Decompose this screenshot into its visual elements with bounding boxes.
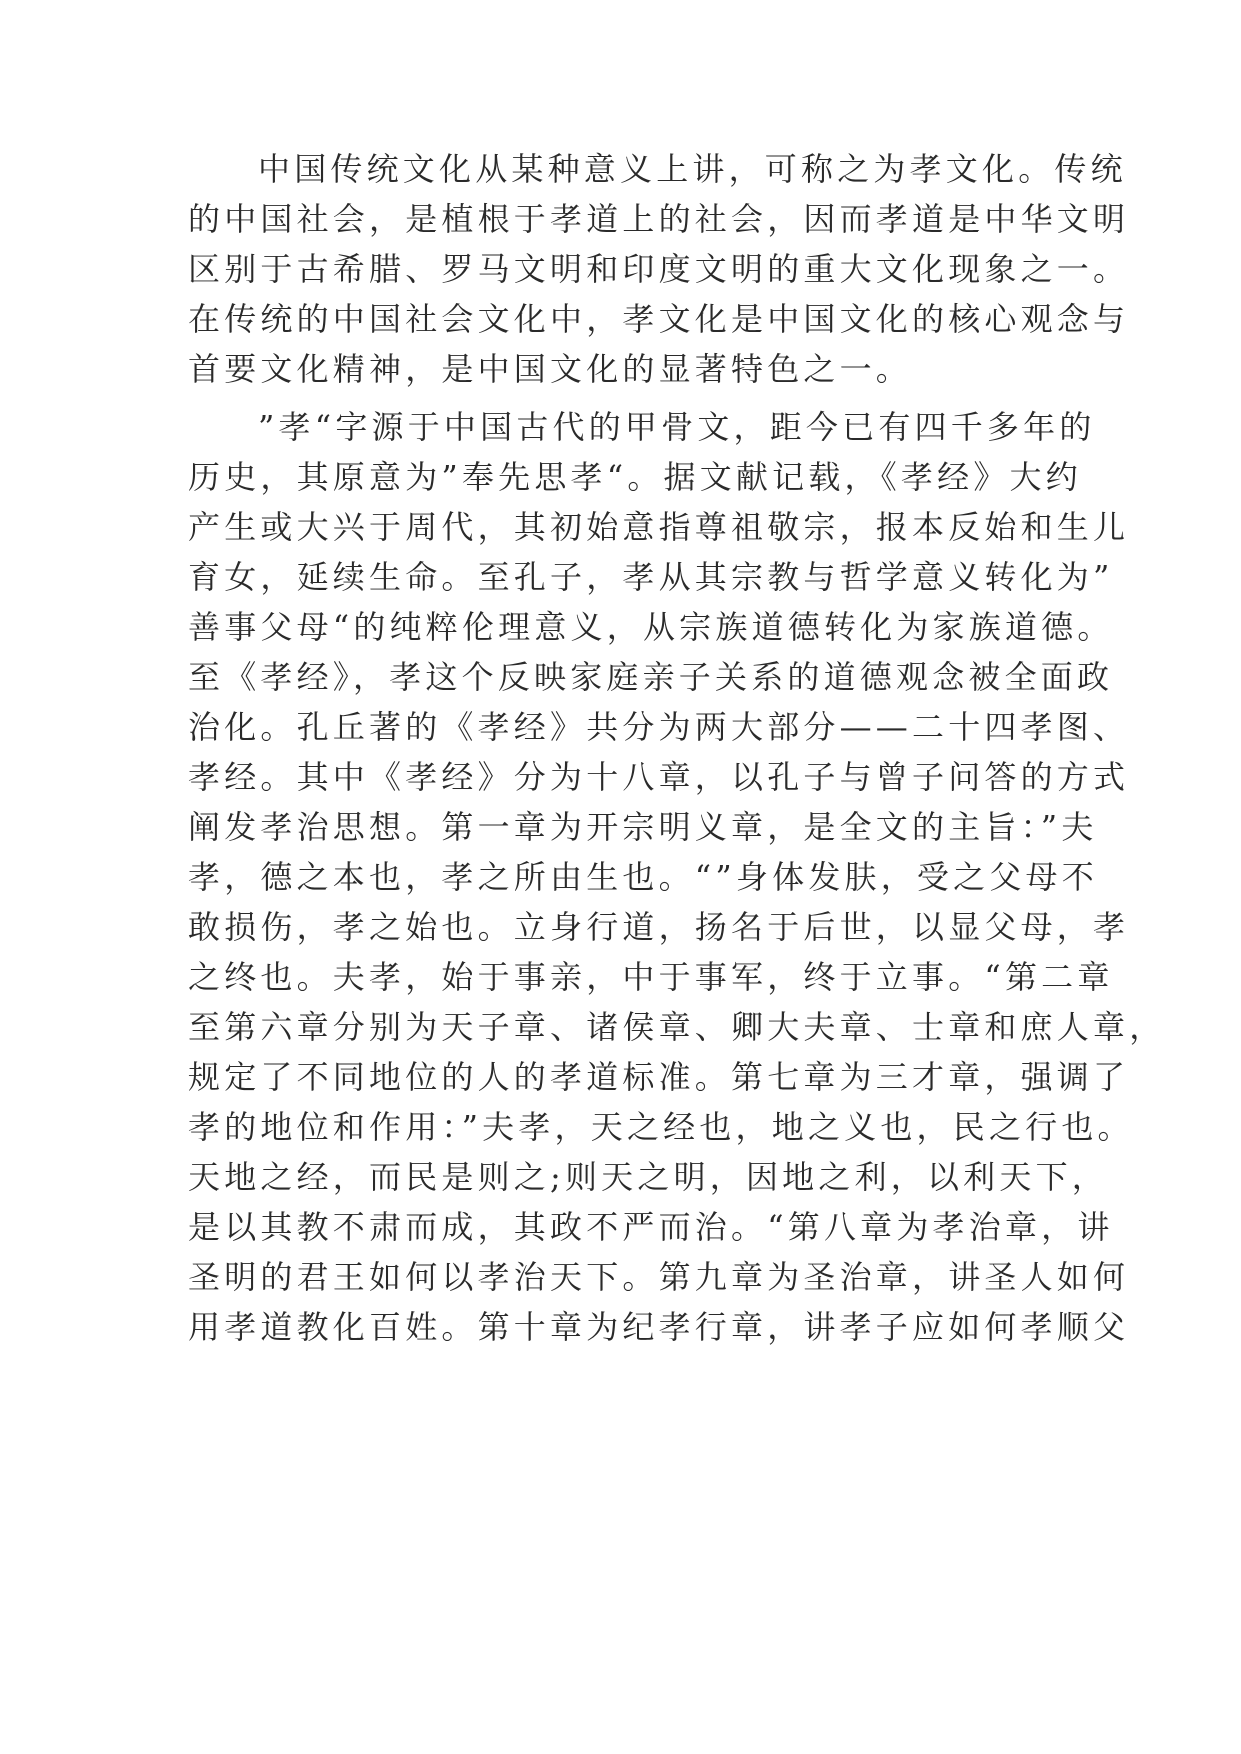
paragraph-1-line-2: 的中国社会，是植根于孝道上的社会，因而孝道是中华文明	[188, 200, 1130, 238]
paragraph-2-line-3: 产生或大兴于周代，其初始意指尊祖敬宗，报本反始和生儿	[188, 508, 1130, 546]
paragraph-2-line-8: 孝经。其中《孝经》分为十八章，以孔子与曾子问答的方式	[188, 758, 1130, 796]
paragraph-2-line-5: 善事父母“的纯粹伦理意义，从宗族道德转化为家族道德。	[188, 608, 1114, 646]
paragraph-1-line-4: 在传统的中国社会文化中，孝文化是中国文化的核心观念与	[188, 300, 1130, 338]
paragraph-2-line-2: 历史，其原意为”奉先思孝“。据文献记载，《孝经》大约	[188, 458, 1082, 496]
paragraph-1-line-3: 区别于古希腊、罗马文明和印度文明的重大文化现象之一。	[188, 250, 1130, 288]
paragraph-2-line-4: 育女，延续生命。至孔子，孝从其宗教与哲学意义转化为”	[188, 558, 1114, 596]
paragraph-2-line-10: 孝，德之本也，孝之所由生也。“”身体发肤，受之父母不	[188, 858, 1098, 896]
paragraph-1-line-5: 首要文化精神，是中国文化的显著特色之一。	[188, 350, 913, 388]
paragraph-2-line-17: 是以其教不肃而成，其政不严而治。“第八章为孝治章，讲	[188, 1208, 1114, 1246]
paragraph-2-line-7: 治化。孔丘著的《孝经》共分为两大部分——二十四孝图、	[188, 708, 1130, 746]
paragraph-1-line-1: 中国传统文化从某种意义上讲，可称之为孝文化。传统	[258, 150, 1127, 188]
paragraph-2-line-16: 天地之经，而民是则之;则天之明，因地之利，以利天下，	[188, 1158, 1108, 1196]
paragraph-2-line-12: 之终也。夫孝，始于事亲，中于事军，终于立事。“第二章	[188, 958, 1114, 996]
paragraph-2-line-6: 至《孝经》，孝这个反映家庭亲子关系的道德观念被全面政	[188, 658, 1114, 696]
paragraph-2-line-11: 敢损伤，孝之始也。立身行道，扬名于后世，以显父母，孝	[188, 908, 1130, 946]
paragraph-2-line-19: 用孝道教化百姓。第十章为纪孝行章，讲孝子应如何孝顺父	[188, 1308, 1130, 1346]
paragraph-2-line-13: 至第六章分别为天子章、诸侯章、卿大夫章、士章和庶人章，	[188, 1008, 1166, 1046]
paragraph-2-line-15: 孝的地位和作用：”夫孝，天之经也，地之义也，民之行也。	[188, 1108, 1134, 1146]
paragraph-2-line-9: 阐发孝治思想。第一章为开宗明义章，是全文的主旨：”夫	[188, 808, 1098, 846]
paragraph-2-line-14: 规定了不同地位的人的孝道标准。第七章为三才章，强调了	[188, 1058, 1130, 1096]
paragraph-2-line-1: ”孝“字源于中国古代的甲骨文，距今已有四千多年的	[258, 408, 1096, 446]
paragraph-2-line-18: 圣明的君王如何以孝治天下。第九章为圣治章，讲圣人如何	[188, 1258, 1130, 1296]
